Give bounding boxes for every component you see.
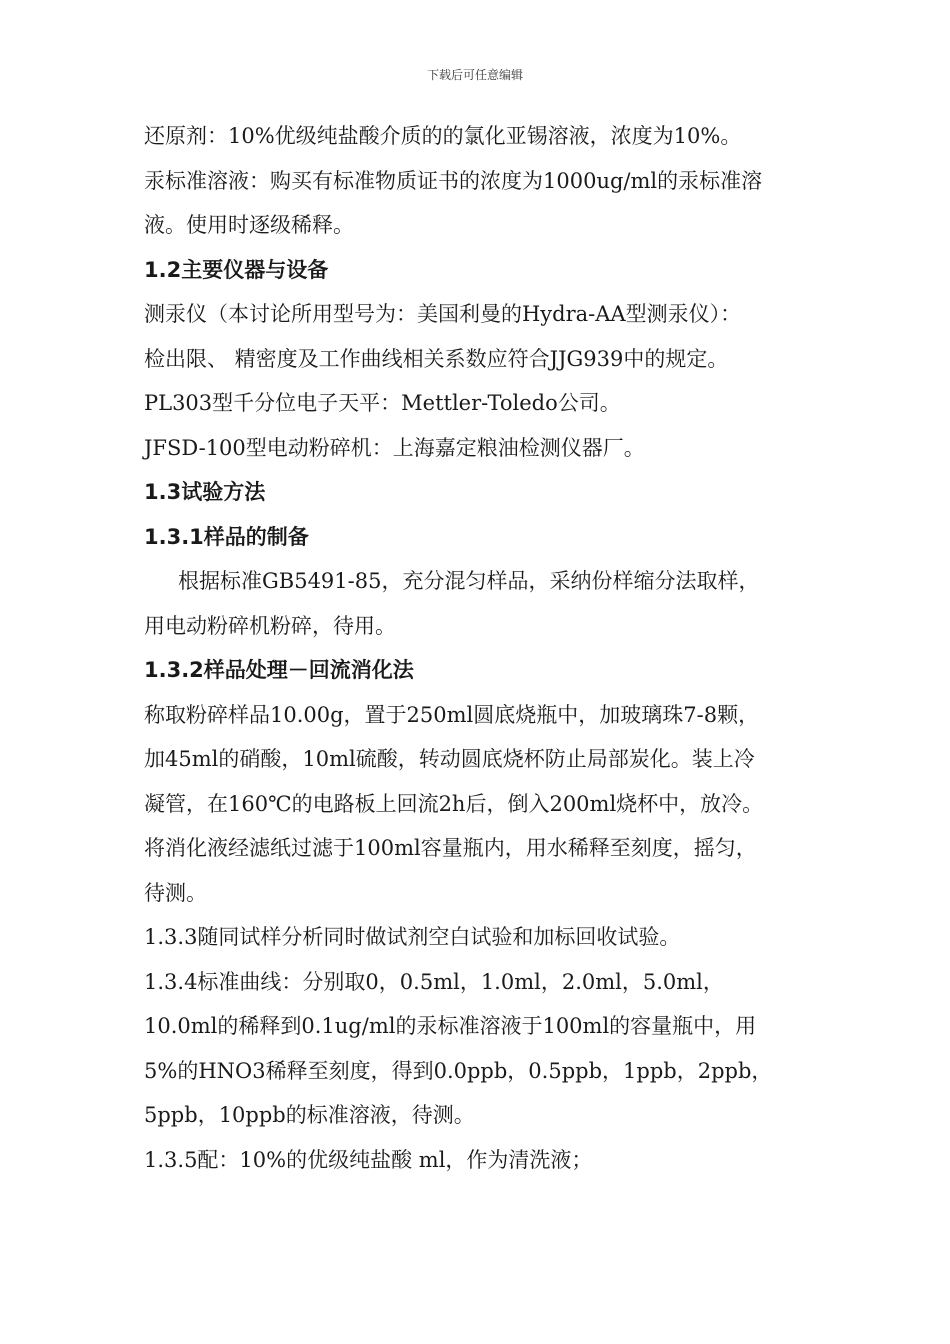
subsection-heading: 1.3.2样品处理－回流消化法 [144, 658, 414, 682]
subsection-heading: 1.3.1样品的制备 [144, 524, 309, 549]
paragraph-line: 待测。 [144, 880, 207, 905]
paragraph-line: 10.0ml的稀释到0.1ug/ml的汞标准溶液于100ml的容量瓶中，用 [144, 1014, 757, 1038]
paragraph-line: 1.3.5配：10%的优级纯盐酸 ml，作为清洗液； [144, 1147, 593, 1172]
document-body [144, 114, 824, 1182]
section-heading: 1.3试验方法 [144, 480, 266, 504]
paragraph-line: 还原剂：10%优级纯盐酸介质的的氯化亚锡溶液，浓度为10%。 [144, 124, 742, 148]
paragraph-line: 检出限、 精密度及工作曲线相关系数应符合JJG939中的规定。 [144, 346, 729, 371]
paragraph-line: 称取粉碎样品10.00g，置于250ml圆底烧瓶中，加玻璃珠7-8颗， [144, 702, 760, 727]
section-heading: 1.2主要仪器与设备 [144, 257, 329, 282]
paragraph-line: 汞标准溶液：购买有标准物质证书的浓度为1000ug/ml的汞标准溶 [144, 168, 763, 193]
paragraph-line: PL303型千分位电子天平：Mettler-Toledo公司。 [144, 391, 621, 415]
paragraph-line: 测汞仪（本讨论所用型号为：美国利曼的Hydra-AA型测汞仪）： [144, 302, 742, 326]
paragraph-line: 5%的HNO3稀释至刻度，得到0.0ppb，0.5ppb，1ppb，2ppb， [144, 1058, 773, 1083]
paragraph-line: 5ppb，10ppb的标准溶液，待测。 [144, 1103, 475, 1127]
page-header: 下载后可任意编辑 [426, 68, 523, 82]
paragraph-line: 将消化液经滤纸过滤于100ml容量瓶内，用水稀释至刻度，摇匀， [144, 836, 757, 860]
paragraph-line: 凝管，在160℃的电路板上回流2h后，倒入200ml烧杯中，放冷。 [144, 791, 764, 816]
paragraph-line: JFSD-100型电动粉碎机：上海嘉定粮油检测仪器厂。 [144, 435, 645, 460]
paragraph-line: 液。使用时逐级稀释。 [144, 213, 354, 237]
paragraph-line: 1.3.4标准曲线：分别取0，0.5ml，1.0ml，2.0ml，5.0ml， [144, 969, 724, 994]
paragraph-line: 用电动粉碎机粉碎，待用。 [144, 613, 396, 638]
paragraph-line: 1.3.3随同试样分析同时做试剂空白试验和加标回收试验。 [144, 925, 681, 949]
paragraph-line: 根据标准GB5491-85，充分混匀样品，采纳份样缩分法取样， [178, 569, 760, 593]
paragraph-line: 加45ml的硝酸，10ml硫酸，转动圆底烧杯防止局部炭化。装上冷 [144, 747, 755, 771]
